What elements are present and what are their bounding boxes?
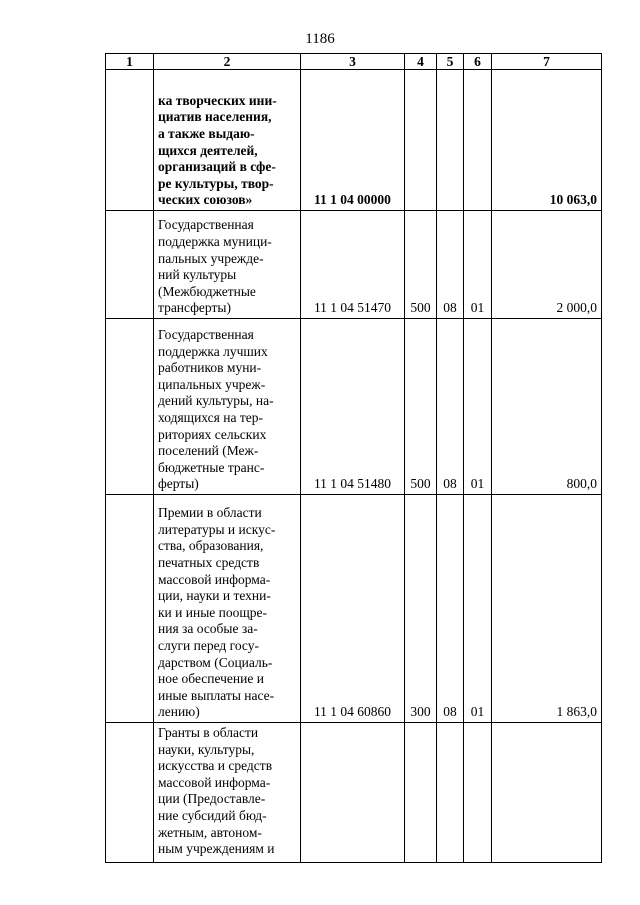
item-name-cell: Премии в области литературы и искус- ства, образования, печатных средств массовой информа- ции, науки и техни- ки и иные поощре- ния за особые за- слуги перед госу- дарством (Социаль- ное обеспечение и иные выплаты насе- лению) [154,495,301,723]
column-header-3: 3 [301,54,405,70]
row-number-cell [106,211,154,319]
amount-cell: 2 000,0 [492,211,602,319]
expense-type-cell: 300 [405,495,437,723]
row-number-cell [106,319,154,495]
subsection-cell [464,70,492,211]
expense-type-cell [405,70,437,211]
target-code-cell: 11 1 04 51480 [301,319,405,495]
target-code-cell: 11 1 04 00000 [301,70,405,211]
column-header-1: 1 [106,54,154,70]
amount-cell: 10 063,0 [492,70,602,211]
section-cell [437,70,464,211]
budget-table [105,53,602,863]
target-code-cell: 11 1 04 60860 [301,495,405,723]
column-header-7: 7 [492,54,602,70]
table-row [106,70,602,211]
section-cell [437,723,464,863]
expense-type-cell: 500 [405,319,437,495]
column-header-4: 4 [405,54,437,70]
subsection-cell: 01 [464,211,492,319]
row-number-cell [106,495,154,723]
section-cell: 08 [437,495,464,723]
page-number: 1186 [305,31,335,47]
subsection-cell: 01 [464,495,492,723]
table-row [106,495,602,723]
column-header-6: 6 [464,54,492,70]
table-row [106,723,602,863]
header-row [106,54,602,70]
section-cell: 08 [437,211,464,319]
amount-cell [492,723,602,863]
table-row [106,211,602,319]
item-name-cell: ка творческих ини- циатив населения, а также выдаю- щихся деятелей, организаций в сфе- ре культуры, твор- ческих союзов» [154,70,301,211]
subsection-cell: 01 [464,319,492,495]
item-name-cell: Государственная поддержка лучших работников муни- ципальных учреж- дений культуры, на- ходящихся на тер- риториях сельских поселений (Меж- бюджетные транс- ферты) [154,319,301,495]
row-number-cell [106,723,154,863]
section-cell: 08 [437,319,464,495]
column-header-2: 2 [154,54,301,70]
expense-type-cell: 500 [405,211,437,319]
target-code-cell: 11 1 04 51470 [301,211,405,319]
row-number-cell [106,70,154,211]
item-name-cell: Гранты в области науки, культуры, искусства и средств массовой информа- ции (Предоставле- ние субсидий бюд- жетным, автоном- ным учреждениям и [154,723,301,863]
amount-cell: 1 863,0 [492,495,602,723]
table-row [106,319,602,495]
expense-type-cell [405,723,437,863]
subsection-cell [464,723,492,863]
item-name-cell: Государственная поддержка муници- пальных учрежде- ний культуры (Межбюджетные трансферты) [154,211,301,319]
amount-cell: 800,0 [492,319,602,495]
column-header-5: 5 [437,54,464,70]
target-code-cell [301,723,405,863]
